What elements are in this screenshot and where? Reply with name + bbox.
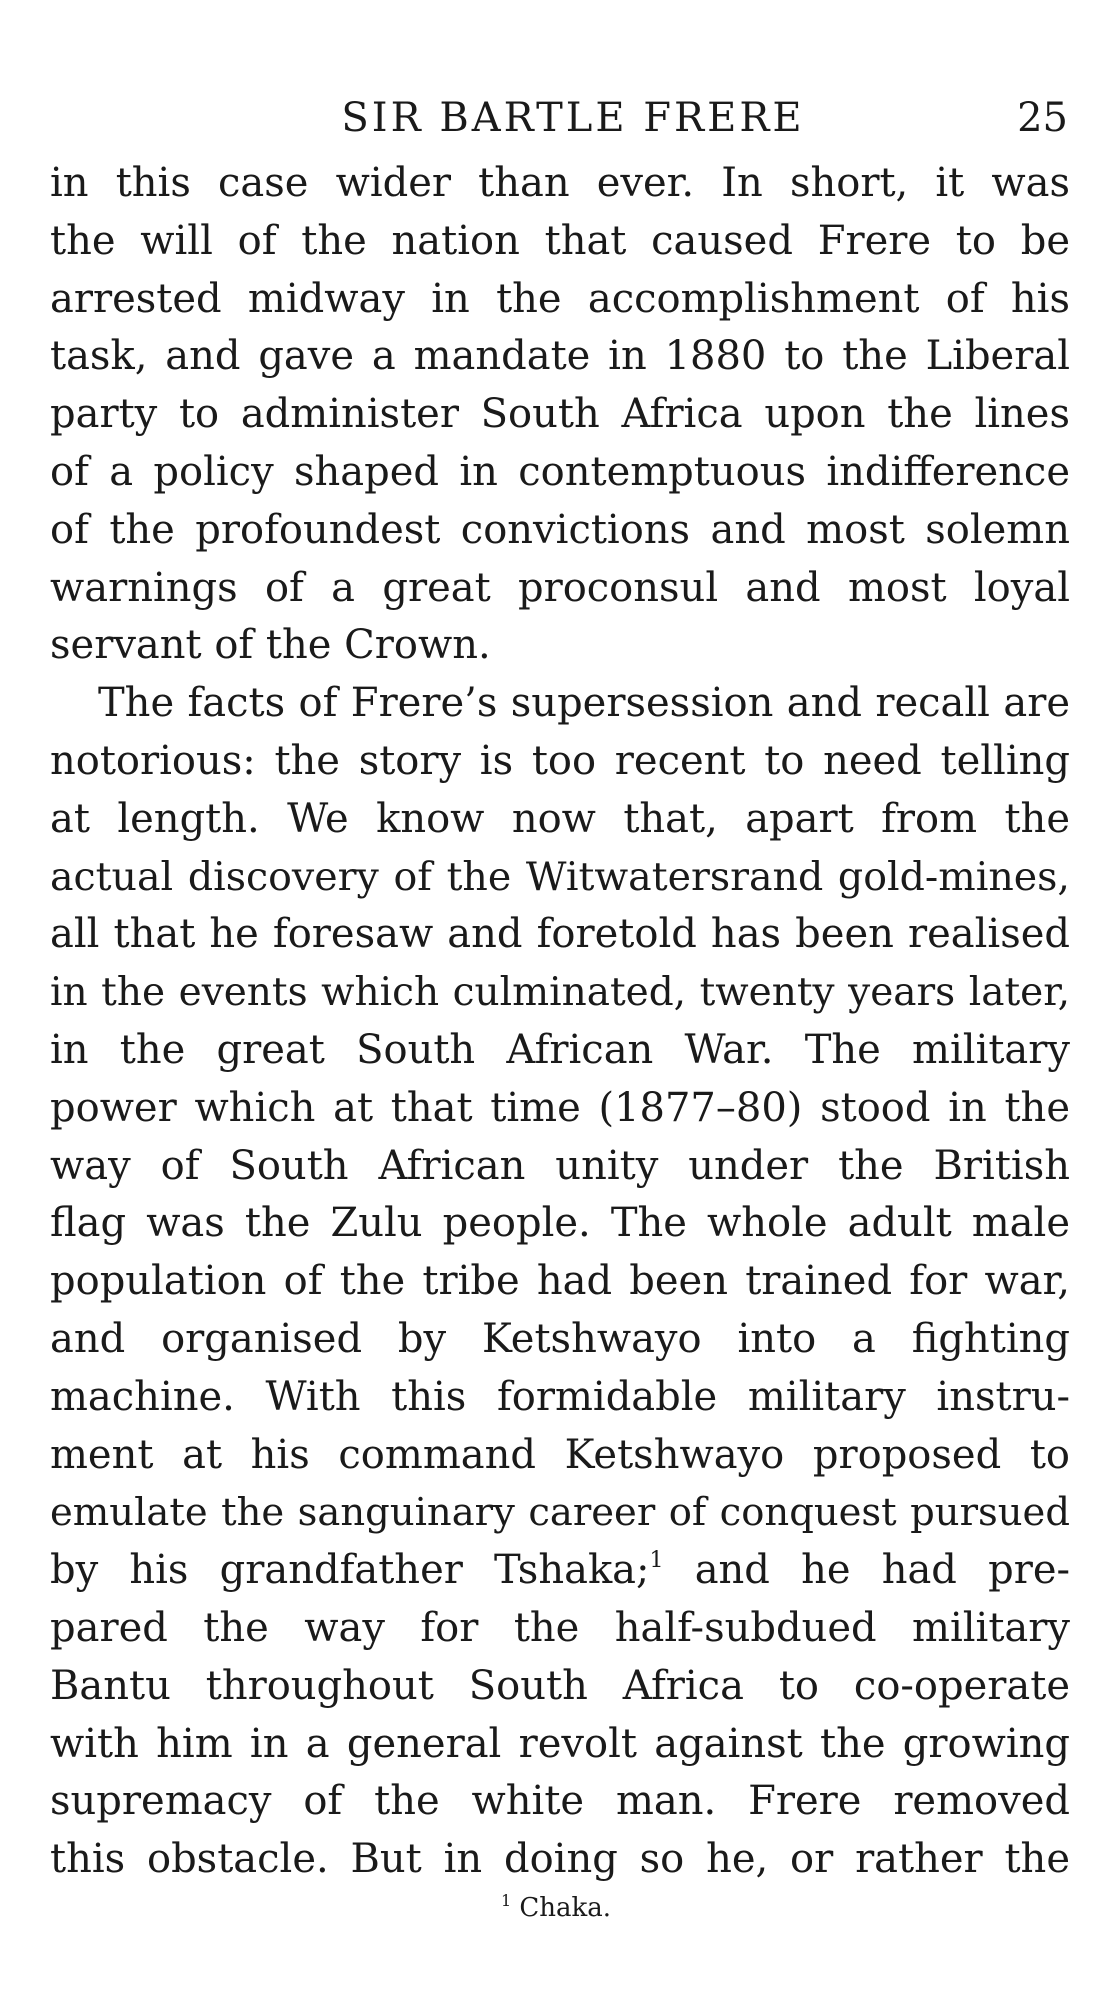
text-line: this obstacle. But in doing so he, or rather the (50, 1836, 1070, 1883)
text-line: actual discovery of the Witwatersrand gold-mines, (50, 853, 1070, 900)
text-line: Bantu throughout South Africa to co-operate (50, 1662, 1070, 1709)
running-head (48, 88, 1068, 148)
text-line: in this case wider than ever. In short, it was (50, 160, 1070, 206)
text-line: party to administer South Africa upon the lines (50, 391, 1070, 438)
text-line: way of South African unity under the British (50, 1142, 1070, 1189)
text-line: arrested midway in the accomplishment of his (50, 275, 1070, 322)
text-line: power which at that time (1877–80) stood in the (50, 1084, 1070, 1131)
footnote-text: Chaka. (519, 1893, 612, 1923)
paragraph-1 (50, 155, 1070, 675)
text-line: flag was the Zulu people. The whole adult male (50, 1200, 1070, 1247)
text-segment: by his grandfather Tshaka; (50, 1547, 650, 1594)
text-line: supremacy of the white man. Frere removed (50, 1778, 1070, 1825)
paragraph-2 (50, 675, 1070, 1889)
text-line: all that he foresaw and foretold has been realised (50, 911, 1070, 958)
text-line: pared the way for the half-subdued military (50, 1604, 1070, 1651)
text-line: with him in a general revolt against the growing (50, 1720, 1070, 1767)
footnote-marker: 1 (500, 1891, 512, 1910)
text-line: of a policy shaped in contemptuous indifference (50, 448, 1070, 495)
text-line: task, and gave a mandate in 1880 to the Liberal (50, 333, 1070, 380)
text-line: of the profoundest convictions and most solemn (50, 506, 1070, 553)
text-line: the will of the nation that caused Frere to be (50, 217, 1070, 264)
body-text (50, 155, 1070, 1889)
text-line: ment at his command Ketshwayo proposed to (50, 1431, 1070, 1478)
footnote (0, 1888, 1112, 1928)
text-line: emulate the sanguinary career of conquest pursued (50, 1490, 1070, 1536)
text-line: notorious: the story is too recent to need telling (50, 737, 1070, 784)
text-line: servant of the Crown. (50, 622, 491, 669)
text-line: and organised by Ketshwayo into a fighting (50, 1315, 1070, 1362)
text-line: in the events which culminated, twenty years later, (50, 970, 1070, 1016)
text-line: machine. With this formidable military instru- (50, 1373, 1070, 1420)
running-title: SIR BARTLE FRERE (341, 95, 805, 141)
text-line-with-footnote (50, 1542, 1070, 1600)
text-segment: and he had pre- (663, 1547, 1071, 1594)
text-line: warnings of a great proconsul and most loyal (50, 564, 1070, 611)
text-line: The facts of Frere’s supersession and recall are (98, 680, 1070, 727)
footnote-reference: 1 (649, 1548, 664, 1574)
text-line: in the great South African War. The military (50, 1026, 1070, 1073)
text-line: at length. We know now that, apart from the (50, 795, 1070, 842)
text-line: population of the tribe had been trained for war, (50, 1258, 1070, 1305)
page-number: 25 (1017, 95, 1068, 141)
